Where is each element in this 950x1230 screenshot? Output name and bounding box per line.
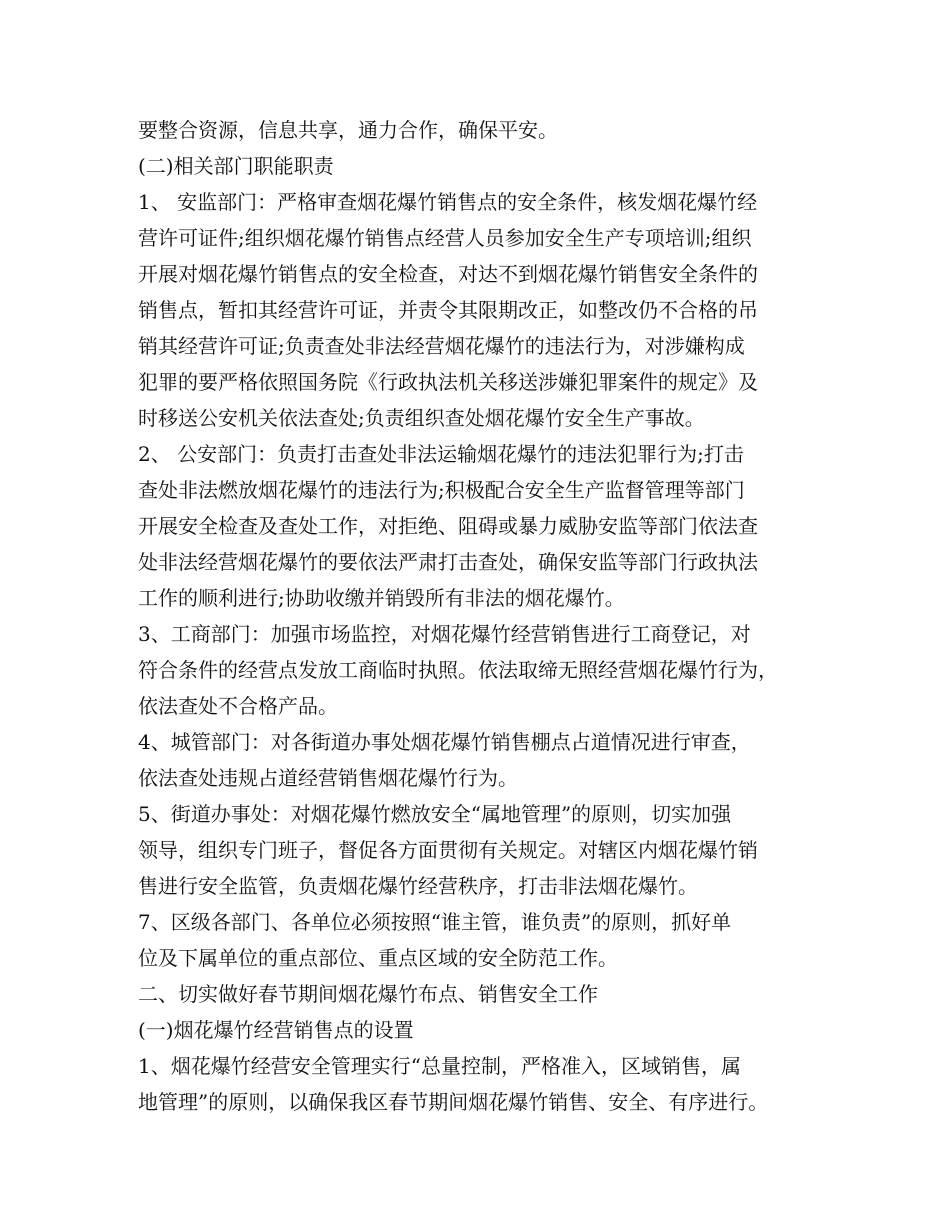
section-heading: (一)烟花爆竹经营销售点的设置	[138, 1018, 414, 1042]
text-line: 7、区级各部门、各单位必须按照“谁主管，谁负责”的原则，抓好单	[138, 910, 732, 934]
text-line: 开展安全检查及查处工作，对拒绝、阻碍或暴力威胁安监等部门依法查	[138, 514, 758, 538]
text-line: 犯罪的要严格依照国务院《行政执法机关移送涉嫌犯罪案件的规定》及	[138, 370, 758, 394]
text-line: 依法查处不合格产品。	[138, 694, 338, 718]
text-line: 领导，组织专门班子，督促各方面贯彻有关规定。对辖区内烟花爆竹销	[138, 838, 758, 862]
text-line: 1、 安监部门：严格审查烟花爆竹销售点的安全条件，核发烟花爆竹经	[138, 190, 758, 214]
text-line: 要整合资源，信息共享，通力合作，确保平安。	[138, 118, 558, 142]
text-line: 5、街道办事处：对烟花爆竹燃放安全“属地管理”的原则，切实加强	[138, 802, 732, 826]
text-line: 处非法经营烟花爆竹的要依法严肃打击查处，确保安监等部门行政执法	[138, 550, 758, 574]
text-line: 依法查处违规占道经营销售烟花爆竹行为。	[138, 766, 518, 790]
text-line: 地管理”的原则，以确保我区春节期间烟花爆竹销售、安全、有序进行。	[138, 1090, 769, 1114]
text-line: 开展对烟花爆竹销售点的安全检查，对达不到烟花爆竹销售安全条件的	[138, 262, 758, 286]
text-line: 售进行安全监管，负责烟花爆竹经营秩序，打击非法烟花爆竹。	[138, 874, 698, 898]
text-line: 位及下属单位的重点部位、重点区域的安全防范工作。	[138, 946, 618, 970]
text-line: 工作的顺利进行;协助收缴并销毁所有非法的烟花爆竹。	[138, 586, 625, 610]
text-line: 2、 公安部门：负责打击查处非法运输烟花爆竹的违法犯罪行为;打击	[138, 442, 744, 466]
section-heading: 二、切实做好春节期间烟花爆竹布点、销售安全工作	[138, 982, 598, 1006]
text-line: 4、城管部门：对各街道办事处烟花爆竹销售棚点占道情况进行审查，	[138, 730, 751, 754]
text-line: 销其经营许可证;负责查处非法经营烟花爆竹的违法行为，对涉嫌构成	[138, 334, 745, 358]
section-heading: (二)相关部门职能职责	[138, 154, 334, 178]
text-line: 符合条件的经营点发放工商临时执照。依法取缔无照经营烟花爆竹行为，	[138, 658, 778, 682]
text-line: 营许可证件;组织烟花爆竹销售点经营人员参加安全生产专项培训;组织	[138, 226, 752, 250]
text-line: 销售点，暂扣其经营许可证，并责令其限期改正，如整改仍不合格的吊	[138, 298, 758, 322]
text-line: 时移送公安机关依法查处;负责组织查处烟花爆竹安全生产事故。	[138, 406, 705, 430]
text-line: 1、烟花爆竹经营安全管理实行“总量控制，严格准入，区域销售，属	[138, 1054, 741, 1078]
text-line: 查处非法燃放烟花爆竹的违法行为;积极配合安全生产监督管理等部门	[138, 478, 745, 502]
text-line: 3、工商部门：加强市场监控，对烟花爆竹经营销售进行工商登记，对	[138, 622, 751, 646]
